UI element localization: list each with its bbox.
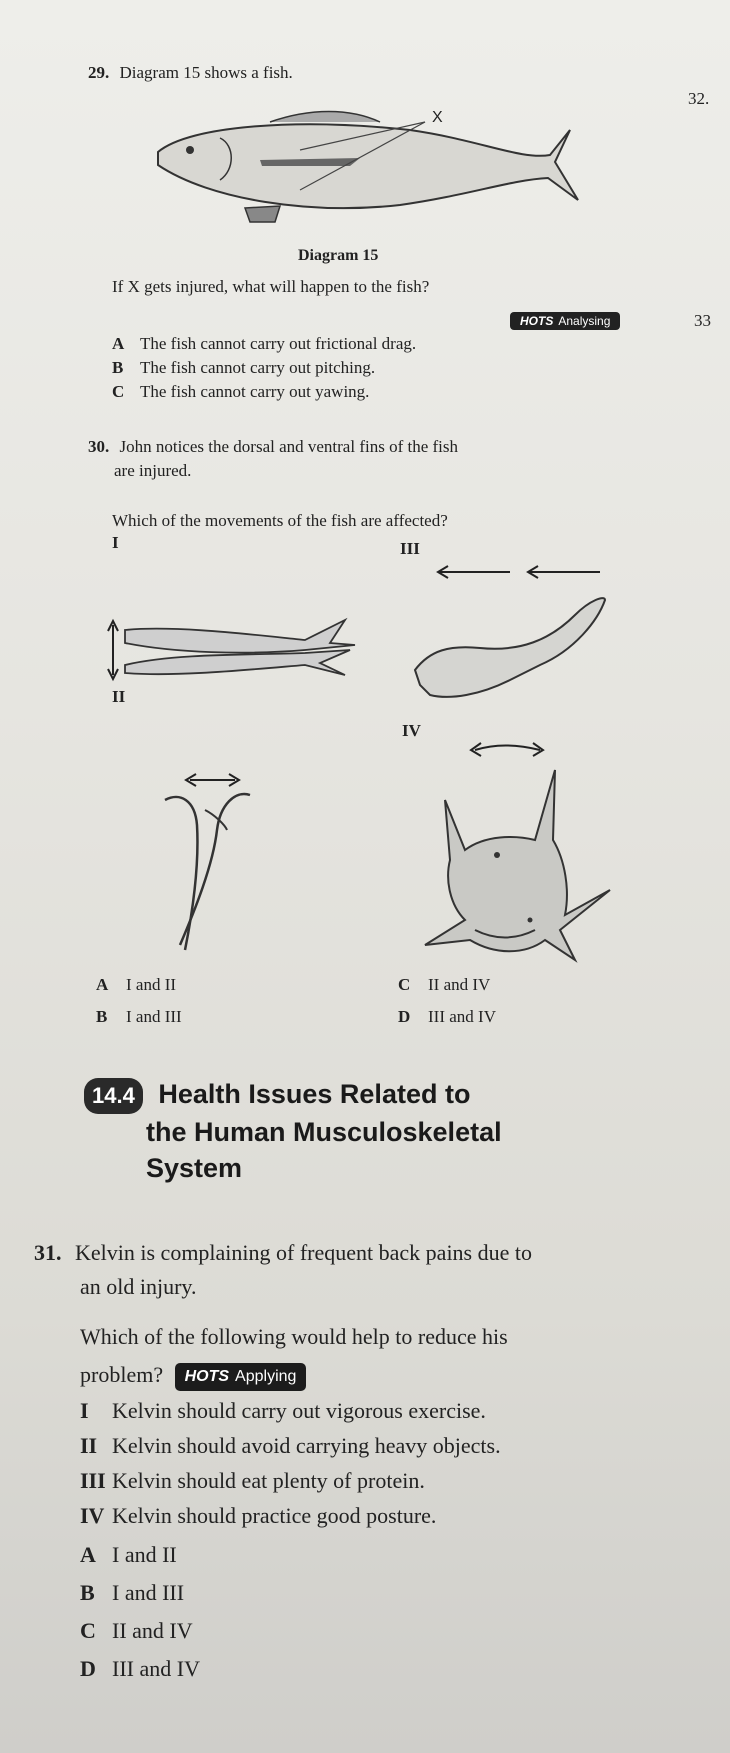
q31-stem-line1 [34, 1236, 532, 1270]
fish-diagram-15 [150, 100, 570, 230]
q29-number: 29. [88, 63, 110, 82]
skill-label: Applying [235, 1367, 297, 1385]
q31-number: 31. [34, 1240, 62, 1265]
fish-body [158, 124, 578, 208]
q30-question: Which of the movements of the fish are affected? [112, 511, 448, 530]
fish-dorsal-fin [270, 112, 380, 123]
q30-stem-line1 [88, 436, 458, 458]
movement-label-i: I [112, 533, 119, 552]
fish-outline-lower [125, 650, 350, 675]
margin-q32: 32. [688, 89, 710, 108]
q31-statement-iv: IV Kelvin should practice good posture. [80, 1503, 437, 1528]
hots-label: HOTS [520, 314, 554, 328]
margin-q33: 33 [694, 311, 711, 330]
q31-option-a[interactable]: A I and II [80, 1542, 177, 1567]
q31-question-line2 [80, 1358, 306, 1392]
q31-statement-iii: III Kelvin should eat plenty of protein. [80, 1468, 425, 1493]
q29-option-c[interactable]: C The fish cannot carry out yawing. [112, 382, 370, 401]
hots-label: HOTS [184, 1367, 230, 1385]
q31-stem: Kelvin is complaining of frequent back pains due to [75, 1240, 532, 1265]
q30-option-b[interactable]: B I and III [96, 1007, 182, 1026]
q31-hots-badge [175, 1363, 307, 1392]
q29-stem: Diagram 15 shows a fish. [119, 63, 293, 82]
section-number: 14.4 [84, 1078, 143, 1114]
movement-i-diagram [105, 615, 360, 680]
q29-hots-badge [510, 312, 620, 330]
q30-stem-line2: are injured. [114, 461, 192, 480]
q29-question: If X gets injured, what will happen to the fish? [112, 277, 430, 296]
q31-stem-line2: an old injury. [80, 1274, 197, 1299]
q30-option-a[interactable]: A I and II [96, 975, 177, 994]
section-title-line2: the Human Musculoskeletal [146, 1117, 502, 1147]
section-title-line1: Health Issues Related to [158, 1079, 471, 1109]
q30-number: 30. [88, 437, 110, 456]
q29-option-a[interactable]: A The fish cannot carry out frictional drag. [112, 334, 417, 353]
label-x: X [432, 109, 443, 126]
fish-outline [415, 598, 605, 697]
arrow-curved [475, 746, 540, 751]
movement-iv-diagram [405, 740, 615, 965]
q31-option-b[interactable]: B I and III [80, 1580, 185, 1605]
q29-stem-line [88, 62, 293, 84]
movement-label-iv: IV [402, 721, 421, 740]
q31-question-line1: Which of the following would help to reduce his [80, 1324, 508, 1349]
movement-ii-diagram [155, 770, 265, 955]
q30-option-d[interactable]: D III and IV [398, 1007, 496, 1026]
fish-outline-front [425, 770, 610, 960]
diagram-15-caption: Diagram 15 [298, 247, 379, 264]
q30-option-c[interactable]: C II and IV [398, 975, 491, 994]
q29-option-b[interactable]: B The fish cannot carry out pitching. [112, 358, 376, 377]
q31-option-c[interactable]: C II and IV [80, 1618, 193, 1643]
q30-stem: John notices the dorsal and ventral fins of the fish [119, 437, 459, 456]
fish-outline-left [165, 797, 198, 950]
movement-label-iii: III [400, 539, 420, 558]
movement-iii-diagram [410, 560, 610, 710]
movement-label-ii: II [112, 687, 126, 706]
q31-option-d[interactable]: D III and IV [80, 1656, 200, 1681]
fish-pelvic-fin [245, 206, 280, 222]
section-heading [84, 1076, 502, 1186]
fish-outline-upper [125, 620, 355, 653]
section-title-line3: System [146, 1153, 243, 1183]
q31-question-text: problem? [80, 1362, 164, 1387]
fish-eye [186, 146, 194, 154]
q31-statement-i: I Kelvin should carry out vigorous exercise. [80, 1398, 486, 1423]
skill-label: Analysing [558, 314, 611, 328]
q31-statement-ii: II Kelvin should avoid carrying heavy objects. [80, 1433, 501, 1458]
